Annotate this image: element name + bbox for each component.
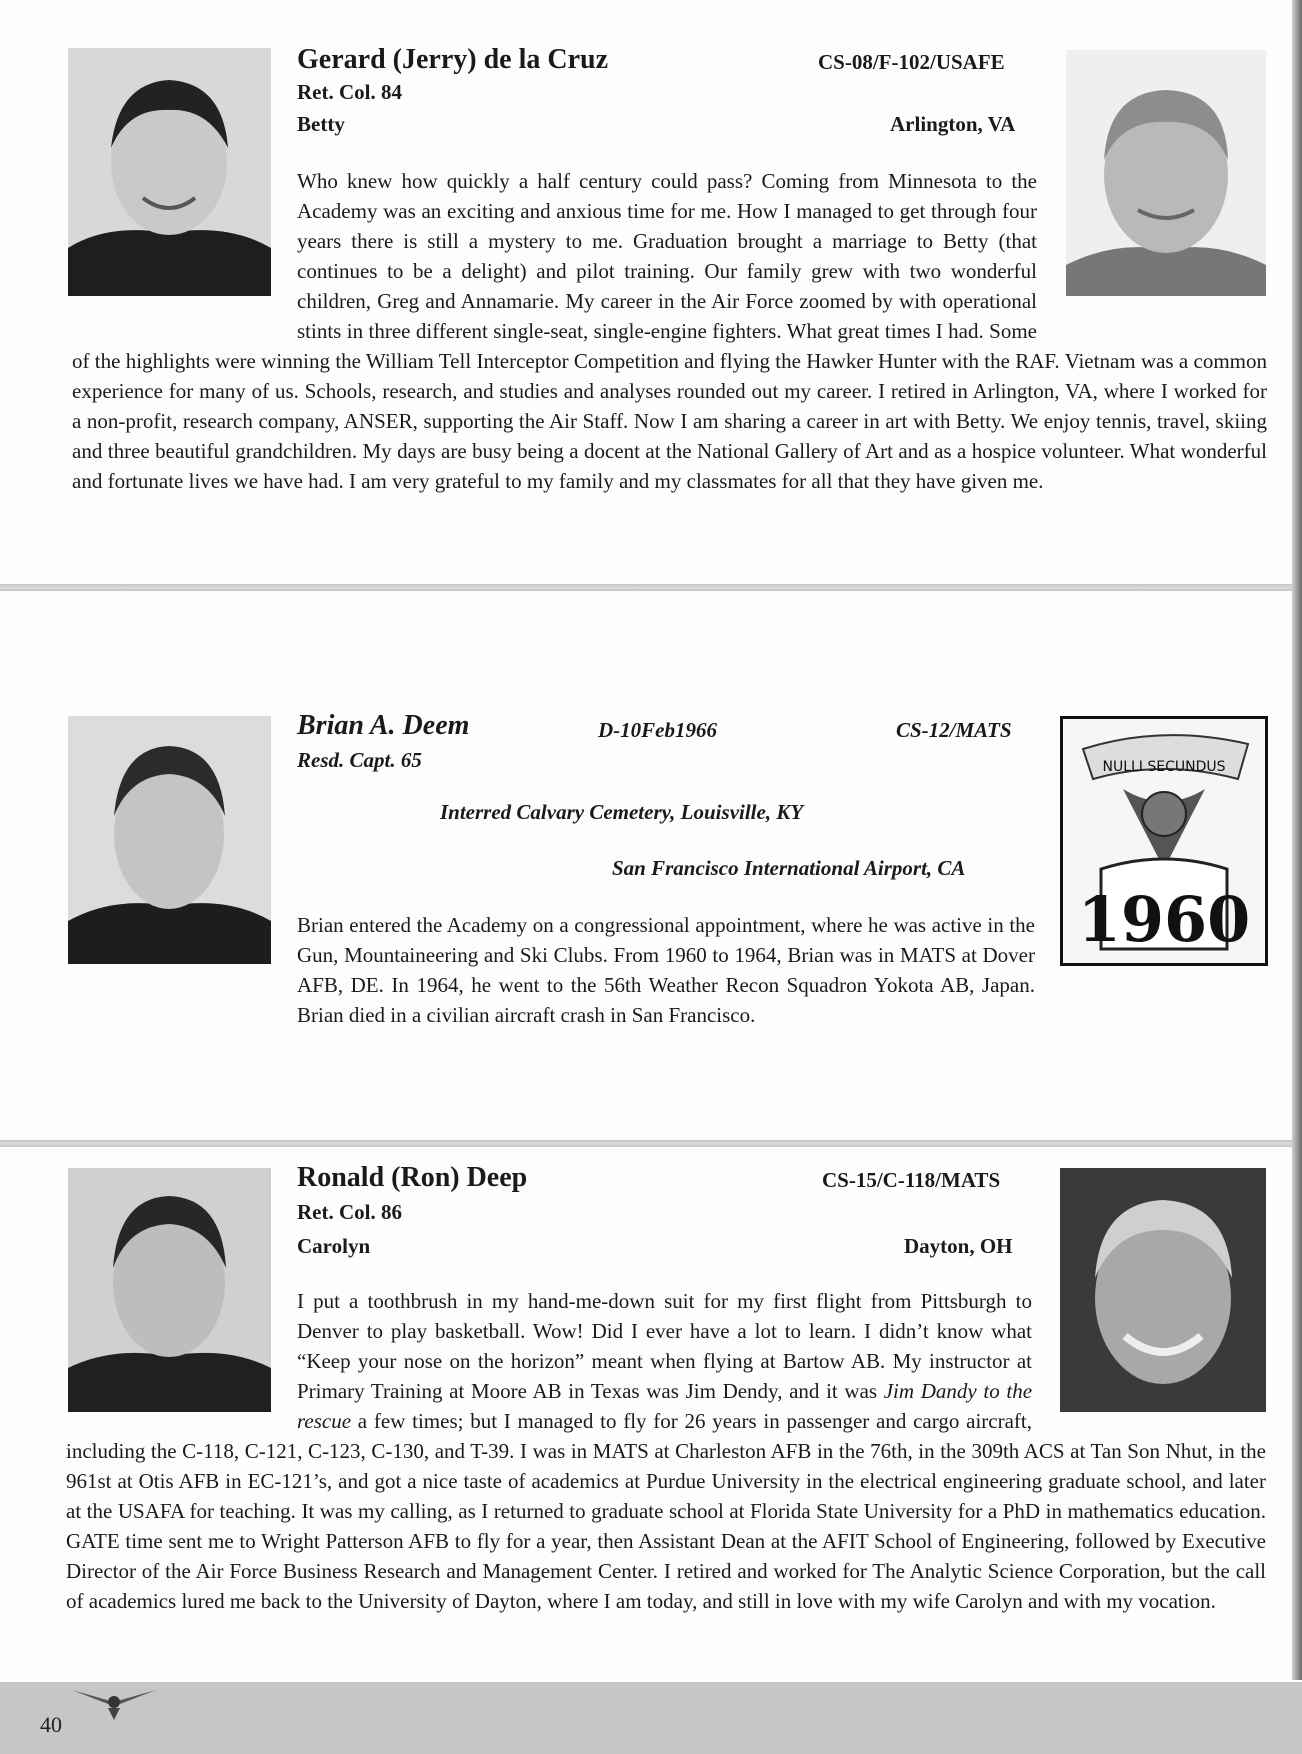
wrap-spacer-right	[1032, 1286, 1266, 1436]
crest-year: 1960	[1077, 883, 1251, 956]
member-location: Dayton, OH	[904, 1234, 1013, 1258]
portrait-image	[68, 716, 271, 964]
member-code: CS-12/MATS	[896, 718, 1012, 742]
member-spouse: Betty	[297, 112, 345, 136]
member-code: CS-15/C-118/MATS	[822, 1168, 1001, 1192]
member-rank: Resd. Capt. 65	[297, 748, 422, 772]
member-bio	[66, 1286, 1266, 1616]
member-interred: Interred Calvary Cemetery, Louisville, KY	[440, 800, 804, 824]
page-number: 40	[40, 1712, 62, 1737]
member-location: Arlington, VA	[890, 112, 1016, 136]
crest-motto: NULLI SECUNDUS	[1102, 759, 1226, 775]
portrait-cadet-deem	[68, 716, 271, 964]
member-name: Gerard (Jerry) de la Cruz	[297, 44, 608, 75]
member-death-date: D-10Feb1966	[598, 718, 717, 742]
member-name: Brian A. Deem	[297, 710, 470, 741]
member-location: San Francisco International Airport, CA	[612, 856, 966, 880]
entry-de-la-cruz	[0, 0, 1302, 590]
section-divider	[0, 1140, 1292, 1147]
member-name: Ronald (Ron) Deep	[297, 1162, 528, 1193]
entry-deep	[0, 1150, 1302, 1680]
wrap-spacer-right	[1037, 166, 1267, 346]
member-bio: Who knew how quickly a half century could pass? Coming from Minnesota to the Academy was an exciting and anxious time for me. How I managed to get through four years there is still a mystery to me. Graduation brought a marriage to Betty (that continues to be a delight) and pilot training. Our family grew with two wonderful children, Greg and Annamarie. My career in the Air Force zoomed by with operational stints in three different single-seat, single-engine fighters. What great times I had. Some of the highlights were winning the William Tell Interceptor Competition and flying the Hawker Hunter with the RAF. Vietnam was a common experience for many of us. Schools, research, and studies and analyses rounded out my career. I retired in Arlington, VA, where I worked for a non-profit, research company, ANSER, supporting the Air Staff. Now I am sharing a career in art with Betty. We enjoy tennis, travel, skiing and three beautiful grandchildren. My days are busy being a docent at the National Gallery of Art and as a hospice volunteer. What wonderful and fortunate lives we have had. I am very grateful to my family and my classmates for all that they have given me.	[72, 166, 1267, 496]
member-spouse: Carolyn	[297, 1234, 371, 1258]
wrap-spacer-left	[66, 1286, 297, 1436]
member-rank: Ret. Col. 86	[297, 1200, 402, 1224]
page-footer	[0, 1682, 1302, 1754]
bio-part: I put a toothbrush in my hand-me-down suit for my first flight from Pittsburgh to Denver to play basketball. Wow! Did I ever have a lot to learn. I didn’t know what “Keep your nose on the horizon” meant when flying at Bartow AB. My instructor at Primary Training at Moore AB in Texas was Jim Dendy, and it was	[297, 1289, 1032, 1403]
class-crest	[1060, 716, 1268, 966]
member-rank: Ret. Col. 84	[297, 80, 402, 104]
section-divider	[0, 584, 1292, 591]
wrap-spacer-left	[72, 166, 297, 346]
wings-logo-icon	[68, 1682, 160, 1722]
member-code: CS-08/F-102/USAFE	[818, 50, 1005, 74]
member-bio: Brian entered the Academy on a congressional appointment, where he was active in the Gun, Mountaineering and Ski Clubs. From 1960 to 1964, Brian was in MATS at Dover AFB, DE. In 1964, he went to the 56th Weather Recon Squadron Yokota AB, Japan. Brian died in a civilian aircraft crash in San Francisco.	[297, 913, 1035, 1027]
crest-image	[1063, 719, 1265, 963]
entry-deem	[0, 600, 1302, 1140]
bio-part: a few times; but I managed to fly for 26 years in passenger and cargo aircraft, including the C-118, C-121, C-123, C-130, and T-39. I was in MATS at Charleston AFB in the 76th, in the 309th ACS at Tan Son Nhut, in the 961st at Otis AFB in EC-121’s, and got a nice taste of academics at Purdue University in the electrical engineering graduate school, and later at the USAFA for teaching. It was my calling, as I returned to graduate school at Florida State University for a PhD in mathematics education. GATE time sent me to Wright Patterson AFB to fly for a year, then Assistant Dean at the AFIT School of Engineering, followed by Executive Director of the Air Force Business Research and Management Center. I retired and worked for The Analytic Science Corporation, but the call of academics lured me back to the University of Dayton, where I am today, and still in love with my wife Carolyn and with my vocation.	[66, 1409, 1266, 1613]
bio-italic-phrase: Jim Dandy to the rescue	[297, 1379, 1033, 1433]
